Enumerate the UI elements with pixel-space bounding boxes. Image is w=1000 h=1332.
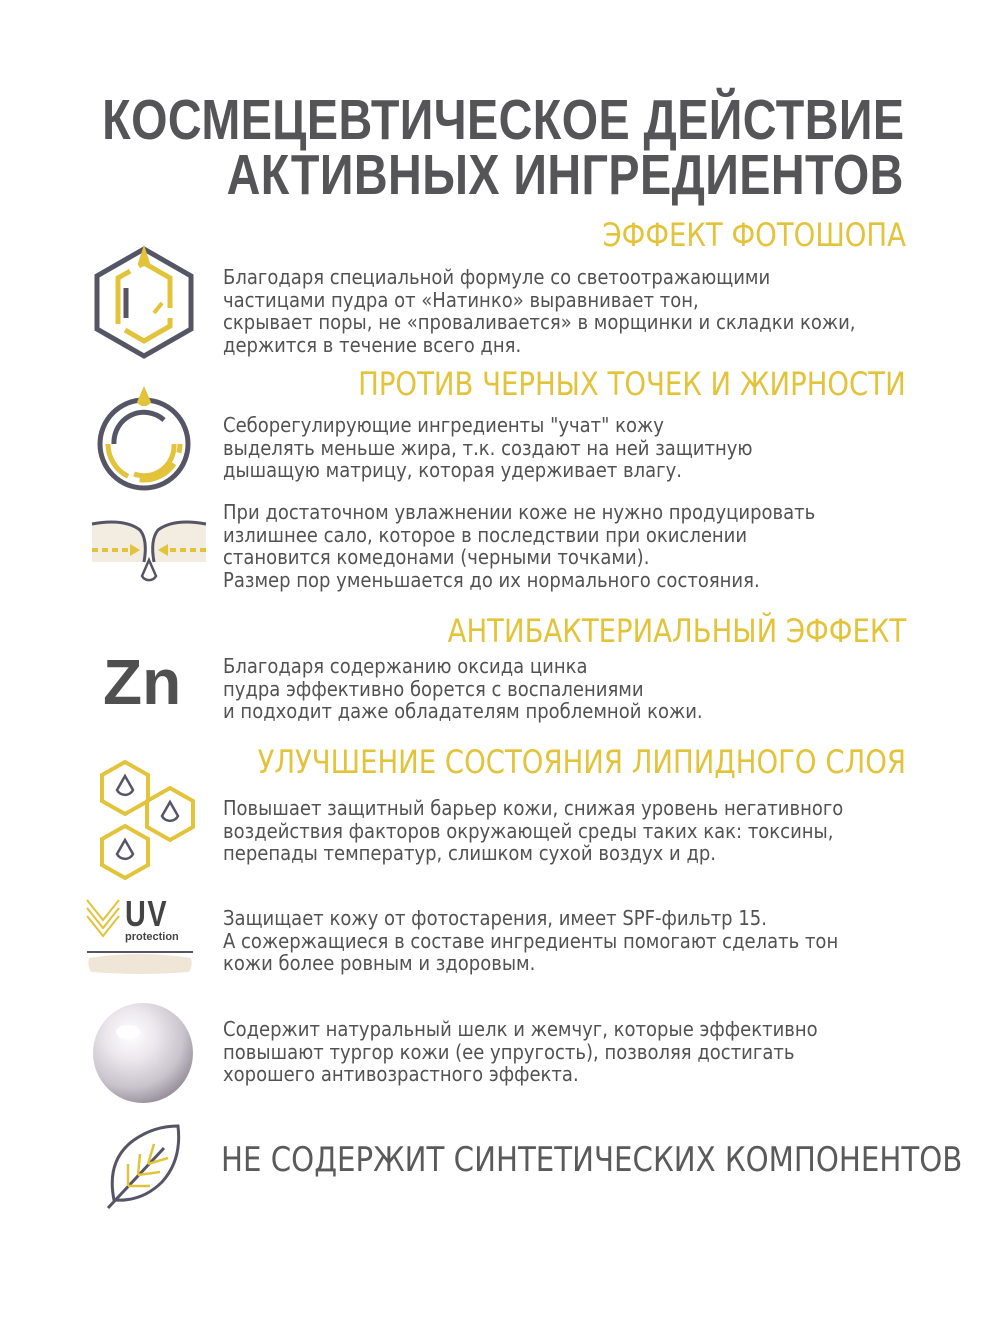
pore-icon xyxy=(90,516,208,588)
uv-badge-subtext: protection xyxy=(125,931,179,943)
text-line: Защищает кожу от фотостарения, имеет SPF-фильтр 15. xyxy=(223,906,767,930)
text-line: Благодаря специальной формуле со светоотражающими xyxy=(223,265,771,289)
text-line: частицами пудра от «Натинко» выравнивает тон, xyxy=(223,287,699,312)
text-line: пудра эффективно борется с воспалениями xyxy=(223,676,644,701)
section-text-black-dots xyxy=(223,414,907,482)
uv-protection-icon xyxy=(85,893,195,976)
zinc-icon: Zn xyxy=(103,646,182,718)
section-heading-photoshop: ЭФФЕКТ ФОТОШОПА xyxy=(602,216,906,254)
text-line: кожи более ровным и здоровым. xyxy=(223,951,536,975)
hexagon-drop-icon xyxy=(92,243,196,361)
text-line: Благодаря содержанию оксида цинка xyxy=(223,654,588,678)
text-line: Себорегулирующие ингредиенты "учат" кожу xyxy=(223,413,664,437)
text-line: Размер пор уменьшается до их нормального состояния. xyxy=(223,567,760,592)
page-title-line-2: АКТИВНЫХ ИНГРЕДИЕНТОВ xyxy=(226,143,904,207)
uv-badge-text: UV xyxy=(125,893,169,934)
text-line: выделять меньше жира, т.к. создают на ней защитную xyxy=(223,435,753,460)
honeycomb-drops-icon xyxy=(80,758,210,884)
text-line: дышащую матрицу, которая удерживает влагу. xyxy=(223,458,682,482)
text-line: А сожержащиеся в составе ингредиенты помогают сделать тон xyxy=(223,928,839,953)
text-line: При достаточном увлажнении коже не нужно продуцировать xyxy=(223,500,816,524)
section-heading-lipid: УЛУЧШЕНИЕ СОСТОЯНИЯ ЛИПИДНОГО СЛОЯ xyxy=(257,743,906,781)
text-line: перепады температур, слишком сухой воздух и др. xyxy=(223,841,717,865)
text-line: скрывает поры, не «проваливается» в морщинки и складки кожи, xyxy=(223,310,856,334)
section-text-antibacterial xyxy=(223,655,907,723)
circle-drop-icon xyxy=(94,382,194,494)
skin-layer-icon xyxy=(85,948,195,976)
section-text-lipid xyxy=(223,797,907,865)
text-line: и подходит даже обладателям проблемной кожи. xyxy=(223,699,703,723)
section-heading-antibacterial: АНТИБАКТЕРИАЛЬНЫЙ ЭФФЕКТ xyxy=(447,612,906,650)
text-line: повышают тургор кожи (ее упругость), позволяя достигать xyxy=(223,1039,795,1064)
pearl-text xyxy=(223,1018,907,1086)
section-heading-black-dots: ПРОТИВ ЧЕРНЫХ ТОЧЕК И ЖИРНОСТИ xyxy=(358,365,906,403)
text-line: становится комедонами (черными точками). xyxy=(223,545,650,569)
page-title-line-1: КОСМЕЦЕВТИЧЕСКОЕ ДЕЙСТВИЕ xyxy=(101,88,904,152)
text-line: хорошего антивозрастного эффекта. xyxy=(223,1062,579,1086)
pearl-icon xyxy=(90,1000,196,1106)
text-line: воздействия факторов окружающей среды таких как: токсины, xyxy=(223,818,834,843)
text-line: Повышает защитный барьер кожи, снижая уровень негативного xyxy=(223,796,844,820)
section-text-photoshop xyxy=(223,266,907,356)
text-line: излишнее сало, которое в последствии при окислении xyxy=(223,522,748,547)
leaf-icon xyxy=(104,1120,184,1210)
section-text-pores xyxy=(223,501,907,591)
text-line: Содержит натуральный шелк и жемчуг, которые эффективно xyxy=(223,1017,818,1041)
uv-text xyxy=(223,907,907,975)
text-line: держится в течение всего дня. xyxy=(223,332,522,357)
footer-text: НЕ СОДЕРЖИТ СИНТЕТИЧЕСКИХ КОМПОНЕНТОВ xyxy=(221,1140,963,1180)
